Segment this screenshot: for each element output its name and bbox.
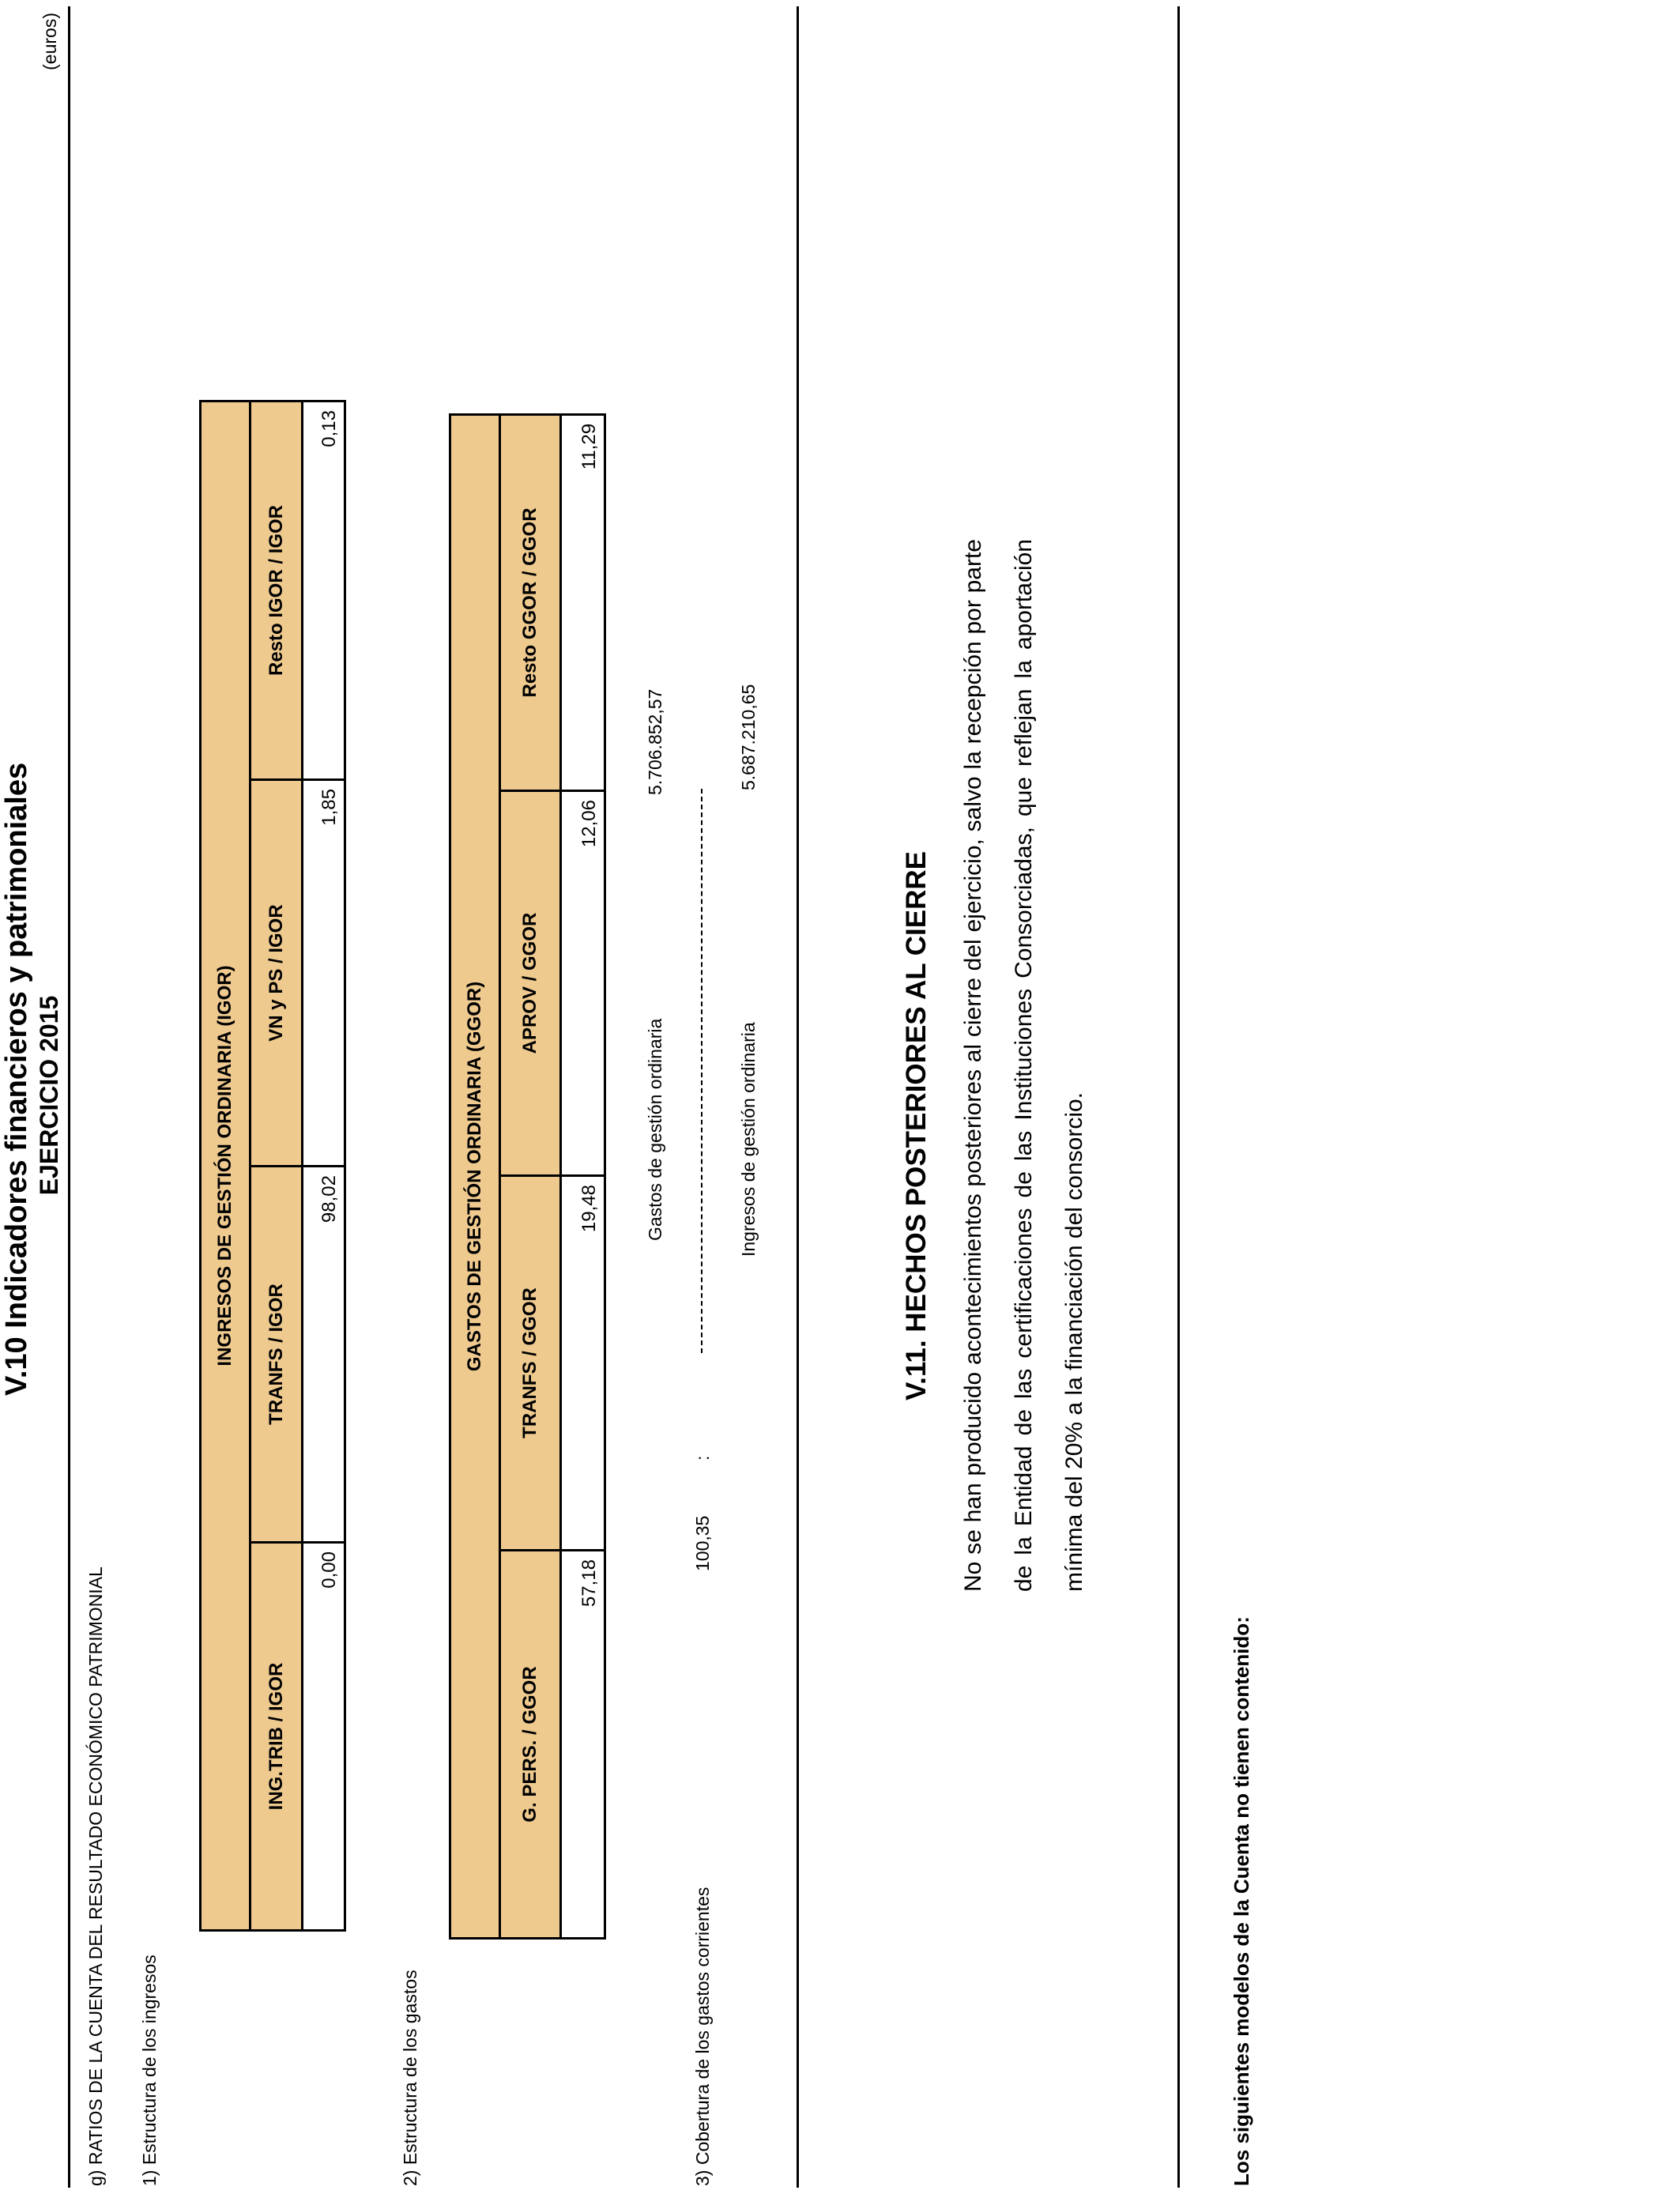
income-ratio-table bbox=[199, 400, 346, 1932]
coverage-numerator-value: 5.706.852,57 bbox=[645, 688, 665, 795]
coverage-denominator-value: 5.687.210,65 bbox=[738, 684, 759, 790]
coverage-numerator-label: Gastos de gestión ordinaria bbox=[645, 1018, 665, 1241]
income-col-vn-ps: VN y PS / IGOR bbox=[250, 780, 303, 1167]
section-divider-1 bbox=[797, 6, 799, 2188]
coverage-separator: : bbox=[692, 1455, 713, 1461]
expense-structure-label: 2) Estructura de los gastos bbox=[400, 1970, 420, 2186]
expense-col-tranfs: TRANFS / GGOR bbox=[500, 1176, 561, 1551]
expense-value-resto: 11,29 bbox=[561, 414, 605, 790]
expense-value-tranfs: 19,48 bbox=[561, 1176, 605, 1551]
income-value-vn-ps: 1,85 bbox=[303, 780, 345, 1167]
coverage-value: 100,35 bbox=[692, 1515, 713, 1571]
v11-body: No se han producido acontecimientos posteriores al cierre del ejercicio, salvo la recepción por parte de la Entidad de las certificaciones de las Instituciones Consorciadas, que reflejan la aportación mínima del 20% a la financiación del consorcio. bbox=[960, 539, 1087, 1592]
income-group-header: INGRESOS DE GESTIÓN ORDINARIA (IGOR) bbox=[201, 401, 250, 1930]
expense-col-aprov: APROV / GGOR bbox=[500, 791, 561, 1176]
expense-col-resto: Resto GGOR / GGOR bbox=[500, 414, 561, 790]
expense-value-aprov: 12,06 bbox=[561, 791, 605, 1176]
expense-col-g-pers: G. PERS. / GGOR bbox=[500, 1551, 561, 1939]
income-structure-label: 1) Estructura de los ingresos bbox=[139, 1955, 160, 2186]
section-divider-2 bbox=[1177, 6, 1180, 2188]
expense-group-header: GASTOS DE GESTIÓN ORDINARIA (GGOR) bbox=[450, 414, 500, 1938]
income-col-resto: Resto IGOR / IGOR bbox=[250, 401, 303, 779]
income-col-ing-trib: ING.TRIB / IGOR bbox=[250, 1543, 303, 1931]
coverage-denominator-label: Ingresos de gestión ordinaria bbox=[738, 1022, 759, 1257]
income-value-tranfs: 98,02 bbox=[303, 1167, 345, 1543]
section-g-heading: g) RATIOS DE LA CUENTA DEL RESULTADO ECONÓMICO PATRIMONIAL bbox=[85, 1566, 106, 2186]
v11-title: V.11. HECHOS POSTERIORES AL CIERRE bbox=[901, 850, 932, 1400]
currency-note: (euros) bbox=[40, 13, 60, 70]
income-value-resto: 0,13 bbox=[303, 401, 345, 779]
footer-note: Los siguientes modelos de la Cuenta no tienen contenido: bbox=[1230, 1616, 1253, 2186]
expense-ratio-table bbox=[449, 413, 606, 1940]
coverage-label: 3) Cobertura de los gastos corrientes bbox=[692, 1887, 713, 2186]
page-subtitle: EJERCICIO 2015 bbox=[35, 995, 63, 1196]
page-title: V.10 Indicadores financieros y patrimoniales bbox=[0, 762, 33, 1396]
header-rule bbox=[68, 6, 70, 2188]
income-col-tranfs: TRANFS / IGOR bbox=[250, 1167, 303, 1543]
expense-value-g-pers: 57,18 bbox=[561, 1551, 605, 1939]
coverage-fraction-line bbox=[701, 789, 703, 1353]
income-value-ing-trib: 0,00 bbox=[303, 1543, 345, 1931]
